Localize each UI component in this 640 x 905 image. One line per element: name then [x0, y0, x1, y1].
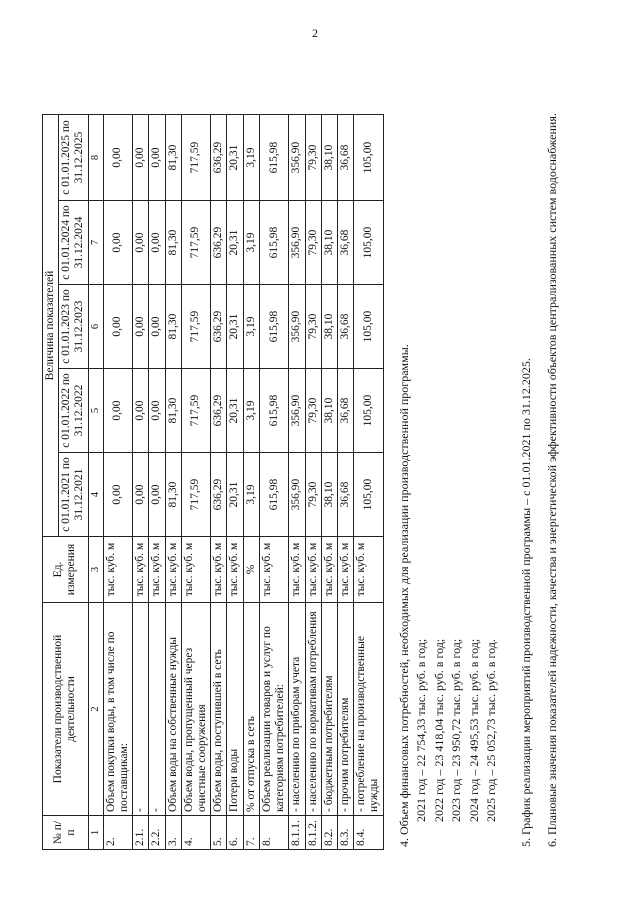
- row-value: 38,10: [321, 453, 337, 537]
- table-row: [211, 115, 227, 850]
- header-period: с 01.01.2023 по 31.12.2023: [59, 285, 88, 369]
- row-value: 3,19: [243, 285, 259, 369]
- row-value: 20,31: [227, 201, 243, 285]
- row-value: 38,10: [321, 201, 337, 285]
- row-value: 717,59: [181, 285, 210, 369]
- row-unit: тыс. куб. м: [289, 537, 305, 603]
- row-value: 0,00: [103, 115, 132, 201]
- row-value: 38,10: [321, 115, 337, 201]
- row-value: 615,98: [259, 453, 288, 537]
- row-number: 8.1.2.: [305, 816, 321, 850]
- row-value: 615,98: [259, 115, 288, 201]
- production-indicators-table: [42, 114, 384, 850]
- header-indicator: Показатели производственной деятельности: [43, 603, 89, 816]
- row-value: 36,68: [338, 369, 354, 453]
- column-index: 4: [88, 453, 103, 537]
- row-value: 356,90: [289, 369, 305, 453]
- row-number: 6.: [227, 816, 243, 850]
- row-value: 81,30: [165, 453, 181, 537]
- row-indicator-name: Объем реализации товаров и услуг по категориям потребителей:: [259, 603, 288, 816]
- row-value: 356,90: [289, 115, 305, 201]
- row-number: 8.1.1.: [289, 816, 305, 850]
- row-value: 356,90: [289, 453, 305, 537]
- row-value: 81,30: [165, 201, 181, 285]
- row-indicator-name: Объем воды, пропущенный через очистные сооружения: [181, 603, 210, 816]
- row-value: 0,00: [133, 285, 149, 369]
- row-unit: тыс. куб. м: [133, 537, 149, 603]
- column-index: 3: [88, 537, 103, 603]
- row-value: 0,00: [149, 115, 165, 201]
- row-unit: тыс. куб. м: [103, 537, 132, 603]
- row-value: 3,19: [243, 453, 259, 537]
- row-value: 0,00: [103, 453, 132, 537]
- row-number: 7.: [243, 816, 259, 850]
- row-value: 81,30: [165, 369, 181, 453]
- row-value: 81,30: [165, 115, 181, 201]
- column-index: 8: [88, 115, 103, 201]
- row-value: 0,00: [133, 369, 149, 453]
- table-row: [321, 115, 337, 850]
- table-row: [338, 115, 354, 850]
- table-row: [133, 115, 149, 850]
- row-value: 20,31: [227, 453, 243, 537]
- row-value: 0,00: [103, 369, 132, 453]
- row-value: 0,00: [149, 453, 165, 537]
- header-values-group: Величина показателей: [43, 115, 59, 537]
- row-indicator-name: - бюджетным потребителям: [321, 603, 337, 816]
- column-index: 6: [88, 285, 103, 369]
- row-number: 2.: [103, 816, 132, 850]
- row-unit: тыс. куб. м: [259, 537, 288, 603]
- row-indicator-name: Объем воды, поступившей в сеть: [211, 603, 227, 816]
- row-value: 36,68: [338, 201, 354, 285]
- header-period: с 01.01.2024 по 31.12.2024: [59, 201, 88, 285]
- row-value: 20,31: [227, 369, 243, 453]
- row-number: 3.: [165, 816, 181, 850]
- row-number: 4.: [181, 816, 210, 850]
- row-value: 717,59: [181, 201, 210, 285]
- column-index: 2: [88, 603, 103, 816]
- row-value: 38,10: [321, 285, 337, 369]
- table-row: [181, 115, 210, 850]
- header-period: с 01.01.2025 по 31.12.2025: [59, 115, 88, 201]
- row-unit: тыс. куб. м: [149, 537, 165, 603]
- row-value: 36,68: [338, 115, 354, 201]
- row-indicator-name: - потребление на производственные нужды: [354, 603, 383, 816]
- row-value: 79,30: [305, 201, 321, 285]
- row-indicator-name: - населению по нормативам потребления: [305, 603, 321, 816]
- financing-year-line: 2025 год – 25 052,73 тыс. руб. в год.: [483, 639, 498, 822]
- row-value: 20,31: [227, 115, 243, 201]
- row-indicator-name: % от отпуска в сеть: [243, 603, 259, 816]
- header-unit: Ед. измерения: [43, 537, 89, 603]
- row-unit: тыс. куб. м: [321, 537, 337, 603]
- note-schedule: 5. График реализации мероприятий производственной программы – с 01.01.2021 по 31.12.2025.: [519, 358, 534, 847]
- row-number: 8.: [259, 816, 288, 850]
- row-value: 356,90: [289, 285, 305, 369]
- row-indicator-name: - населению по приборам учета: [289, 603, 305, 816]
- table-row: [103, 115, 132, 850]
- row-value: 0,00: [133, 201, 149, 285]
- row-value: 0,00: [133, 115, 149, 201]
- row-value: 3,19: [243, 201, 259, 285]
- row-value: 3,19: [243, 369, 259, 453]
- row-value: 20,31: [227, 285, 243, 369]
- table-body: [103, 115, 383, 850]
- row-value: 636,29: [211, 115, 227, 201]
- table-row: [227, 115, 243, 850]
- row-indicator-name: Потери воды: [227, 603, 243, 816]
- rotated-landscape-content: [14, 40, 626, 890]
- row-value: 356,90: [289, 201, 305, 285]
- column-index: 5: [88, 369, 103, 453]
- row-value: 615,98: [259, 285, 288, 369]
- row-number: 2.1.: [133, 816, 149, 850]
- row-value: 636,29: [211, 201, 227, 285]
- column-index: 1: [88, 816, 103, 850]
- row-value: 0,00: [103, 201, 132, 285]
- header-num: № п/п: [43, 816, 89, 850]
- note-plan-values: 6. Плановые значения показателей надежности, качества и энергетической эффективности объектов централизованных систем водоснабжения.: [544, 113, 559, 847]
- financing-year-line: 2023 год – 23 950,72 тыс. руб. в год;: [449, 638, 464, 822]
- row-value: 36,68: [338, 453, 354, 537]
- table-row: [305, 115, 321, 850]
- row-indicator-name: Объем покупки воды, в том числе по поставщикам:: [103, 603, 132, 816]
- financing-year-line: 2022 год – 23 418,04 тыс. руб. в год;: [431, 638, 446, 822]
- financing-year-line: 2024 год – 24 495,53 тыс. руб. в год;: [466, 638, 481, 822]
- row-value: 79,30: [305, 115, 321, 201]
- table-row: [354, 115, 383, 850]
- table-row: [243, 115, 259, 850]
- table-header-row: [43, 115, 59, 850]
- row-value: 105,00: [354, 201, 383, 285]
- column-index: 7: [88, 201, 103, 285]
- header-period: с 01.01.2021 по 31.12.2021: [59, 453, 88, 537]
- row-unit: тыс. куб. м: [227, 537, 243, 603]
- row-unit: тыс. куб. м: [305, 537, 321, 603]
- row-value: 105,00: [354, 285, 383, 369]
- page-number: 2: [312, 26, 318, 40]
- row-value: 636,29: [211, 285, 227, 369]
- row-unit: тыс. куб. м: [338, 537, 354, 603]
- table-row: [259, 115, 288, 850]
- row-number: 8.4.: [354, 816, 383, 850]
- row-value: 36,68: [338, 285, 354, 369]
- note-financing: 4. Объем финансовых потребностей, необходимых для реализации производственной программы.: [397, 344, 411, 847]
- row-number: 8.2.: [321, 816, 337, 850]
- row-value: 636,29: [211, 369, 227, 453]
- row-value: 717,59: [181, 453, 210, 537]
- table-row: [289, 115, 305, 850]
- header-period: с 01.01.2022 по 31.12.2022: [59, 369, 88, 453]
- row-value: 105,00: [354, 453, 383, 537]
- row-number: 2.2.: [149, 816, 165, 850]
- row-value: 79,30: [305, 453, 321, 537]
- row-value: 615,98: [259, 369, 288, 453]
- row-unit: тыс. куб. м: [165, 537, 181, 603]
- row-unit: %: [243, 537, 259, 603]
- row-value: 0,00: [149, 285, 165, 369]
- row-value: 717,59: [181, 115, 210, 201]
- notes-section: [396, 107, 561, 847]
- row-value: 79,30: [305, 285, 321, 369]
- row-value: 636,29: [211, 453, 227, 537]
- row-value: 615,98: [259, 201, 288, 285]
- row-value: 81,30: [165, 285, 181, 369]
- row-indicator-name: -: [133, 603, 149, 816]
- row-value: 0,00: [103, 285, 132, 369]
- row-value: 38,10: [321, 369, 337, 453]
- row-value: 717,59: [181, 369, 210, 453]
- table-row: [165, 115, 181, 850]
- row-indicator-name: Объем воды на собственные нужды: [165, 603, 181, 816]
- row-value: 105,00: [354, 369, 383, 453]
- row-indicator-name: - прочим потребителям: [338, 603, 354, 816]
- row-value: 0,00: [149, 201, 165, 285]
- row-number: 8.3.: [338, 816, 354, 850]
- column-index-row: [88, 115, 103, 850]
- row-value: 0,00: [149, 369, 165, 453]
- financing-year-line: 2021 год – 22 754,33 тыс. руб. в год;: [414, 638, 429, 822]
- row-indicator-name: -: [149, 603, 165, 816]
- row-number: 5.: [211, 816, 227, 850]
- table-row: [149, 115, 165, 850]
- row-value: 3,19: [243, 115, 259, 201]
- row-value: 105,00: [354, 115, 383, 201]
- row-value: 79,30: [305, 369, 321, 453]
- row-unit: тыс. куб. м: [211, 537, 227, 603]
- row-unit: тыс. куб. м: [181, 537, 210, 603]
- row-value: 0,00: [133, 453, 149, 537]
- row-unit: тыс. куб. м: [354, 537, 383, 603]
